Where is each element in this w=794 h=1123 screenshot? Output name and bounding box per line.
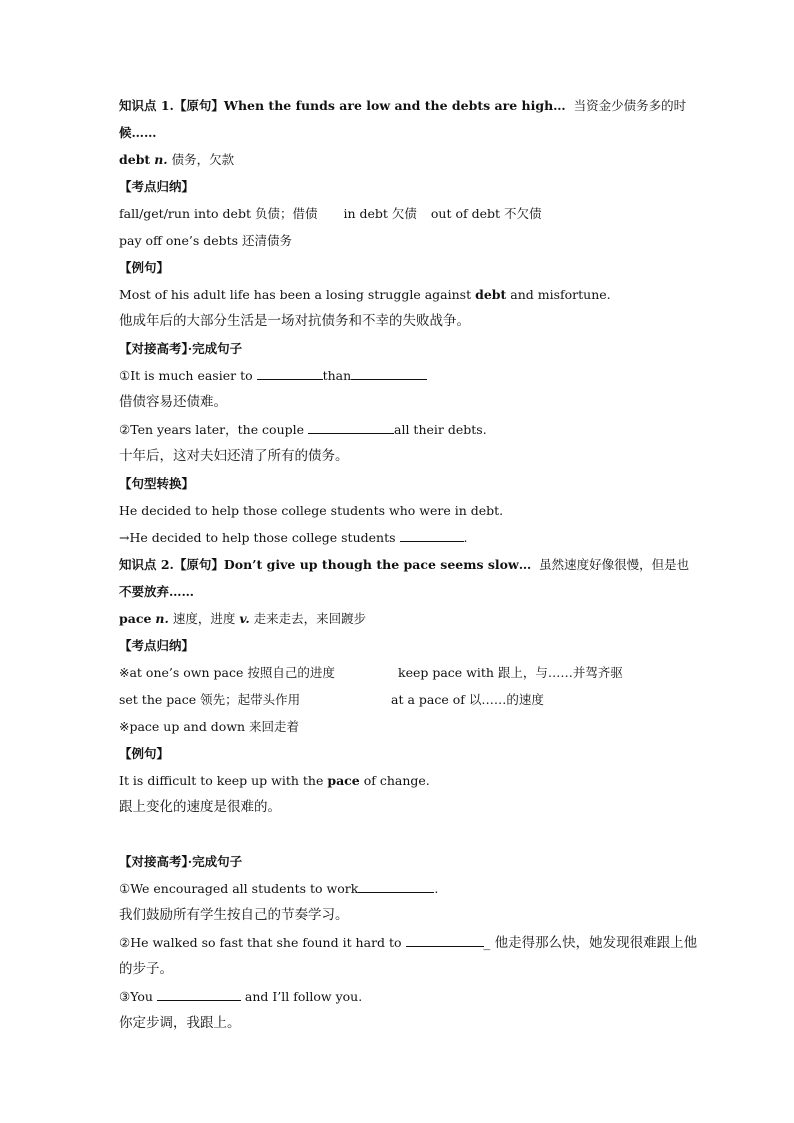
kp2-example-en-a: It is difficult to keep up with the	[119, 773, 328, 788]
kp2-pos-v: v.	[239, 611, 250, 626]
kp2-phrase3: set the pace 领先；起带头作用	[119, 692, 301, 707]
kp1-phrase4: pay off one’s debts 还清债务	[119, 233, 293, 248]
kp1-q1-b: than	[322, 368, 352, 383]
kp2-q1	[119, 875, 679, 902]
kp2-title-prefix: 知识点 2.【原句】	[119, 557, 224, 572]
kp2-q2-blank[interactable]	[406, 934, 484, 947]
kp1-phrase1: fall/get/run into debt 负债；借债	[119, 206, 318, 221]
kp2-title-en: Don’t give up though the pace seems slow…	[223, 557, 532, 572]
kp1-q1	[119, 362, 679, 389]
kp1-phrase2: in debt 欠债	[343, 206, 417, 221]
kp2-pos-n: n.	[155, 611, 169, 626]
kp1-title-en: When the funds are low and the debts are high…	[223, 98, 566, 113]
kp2-q1-b: .	[434, 881, 439, 896]
kp2-q1-blank[interactable]	[358, 880, 434, 893]
kp2-title	[119, 551, 690, 578]
kp1-pos: n.	[154, 152, 168, 167]
kp1-title-cn-cont: 候……	[119, 125, 157, 140]
kp2-q3-blank[interactable]	[157, 988, 241, 1001]
kp1-phrases-row	[119, 200, 679, 227]
kp2-q3-a: ③You	[119, 989, 157, 1004]
kp1-title	[119, 92, 687, 119]
kp1-title-cn: 当资金少债务多的时	[565, 98, 687, 113]
kp2-word-line	[119, 605, 679, 632]
kp1-q2-blank[interactable]	[308, 421, 394, 434]
kp1-word: debt	[119, 152, 151, 167]
kp2-meaning-v: 走来走去，来回踱步	[253, 611, 367, 626]
kp1-example-head: 【例句】	[119, 260, 170, 275]
kp1-word-line	[119, 146, 679, 173]
kp2-phrases-row2	[119, 686, 679, 713]
section-spacer	[119, 821, 679, 848]
kp2-exam-head: 【对接高考】·完成句子	[119, 854, 243, 869]
kp1-title-cont	[119, 119, 679, 146]
kp2-phrase4: at a pace of 以……的速度	[391, 692, 544, 707]
kp2-title-cont	[119, 578, 679, 605]
kp1-q2-b: all their debts.	[394, 422, 487, 437]
kp1-title-prefix: 知识点 1.【原句】	[119, 98, 224, 113]
kp1-t2-blank[interactable]	[400, 529, 464, 542]
kp2-q2-b: _ 他走得那么快，她发现很难跟上他	[483, 935, 698, 951]
kp1-q1-blank1[interactable]	[257, 367, 323, 380]
kp2-q2-cn-cont: 的步子。	[119, 961, 173, 977]
kp2-q3	[119, 983, 679, 1010]
kp2-meaning-n: 速度，进度	[172, 611, 236, 626]
kp2-phrase5: ※pace up and down 来回走着	[119, 719, 300, 734]
kp1-q2-a: ②Ten years later，the couple	[119, 422, 309, 437]
kp2-phrases-row1	[119, 659, 679, 686]
kp2-example-head: 【例句】	[119, 746, 170, 761]
kp2-summary-head: 【考点归纳】	[119, 638, 195, 653]
kp1-t2-a: →He decided to help those college students	[119, 530, 400, 545]
kp1-q1-a: ①It is much easier to	[119, 368, 257, 383]
kp2-q1-cn: 我们鼓励所有学生按自己的节奏学习。	[119, 907, 349, 923]
kp2-word: pace	[119, 611, 152, 626]
kp1-transform-2	[119, 524, 679, 551]
kp2-title-cn: 虽然速度好像很慢，但是也	[531, 557, 690, 572]
kp1-transform-head: 【句型转换】	[119, 476, 195, 491]
kp1-q1-cn: 借债容易还债难。	[119, 394, 227, 410]
kp1-q1-blank2[interactable]	[351, 367, 427, 380]
kp1-exam-head: 【对接高考】·完成句子	[119, 341, 243, 356]
kp2-q2-a: ②He walked so fast that she found it hard to	[119, 935, 406, 950]
kp2-example-en-b: of change.	[359, 773, 430, 788]
kp1-example-cn: 他成年后的大部分生活是一场对抗债务和不幸的失败战争。	[119, 313, 470, 329]
kp2-phrase1: ※at one’s own pace 按照自己的进度	[119, 665, 335, 680]
kp1-meaning: 债务，欠款	[171, 152, 235, 167]
kp1-transform-1: He decided to help those college students who were in debt.	[119, 503, 504, 518]
kp1-summary-head: 【考点归纳】	[119, 179, 195, 194]
kp1-example-en-a: Most of his adult life has been a losing struggle against	[119, 287, 476, 302]
kp1-q2	[119, 416, 679, 443]
kp2-q3-b: and I’ll follow you.	[240, 989, 363, 1004]
kp2-q1-a: ①We encouraged all students to work	[119, 881, 359, 896]
document-page	[119, 92, 698, 1037]
kp1-t2-b: .	[463, 530, 468, 545]
kp2-example-cn: 跟上变化的速度是很难的。	[119, 799, 281, 815]
kp1-example-en-b: and misfortune.	[506, 287, 611, 302]
kp2-q2	[119, 929, 698, 956]
kp2-title-cn-cont: 不要放弃……	[119, 584, 195, 599]
kp2-example-en	[119, 767, 679, 794]
kp1-q2-cn: 十年后，这对夫妇还清了所有的债务。	[119, 448, 349, 464]
kp1-phrase3: out of debt 不欠债	[430, 206, 542, 221]
kp2-q3-cn: 你定步调，我跟上。	[119, 1015, 241, 1031]
kp2-phrase2: keep pace with 跟上，与……并驾齐驱	[398, 665, 623, 680]
kp1-example-keyword: debt	[475, 287, 507, 302]
kp1-example-en	[119, 281, 679, 308]
kp2-example-keyword: pace	[327, 773, 360, 788]
